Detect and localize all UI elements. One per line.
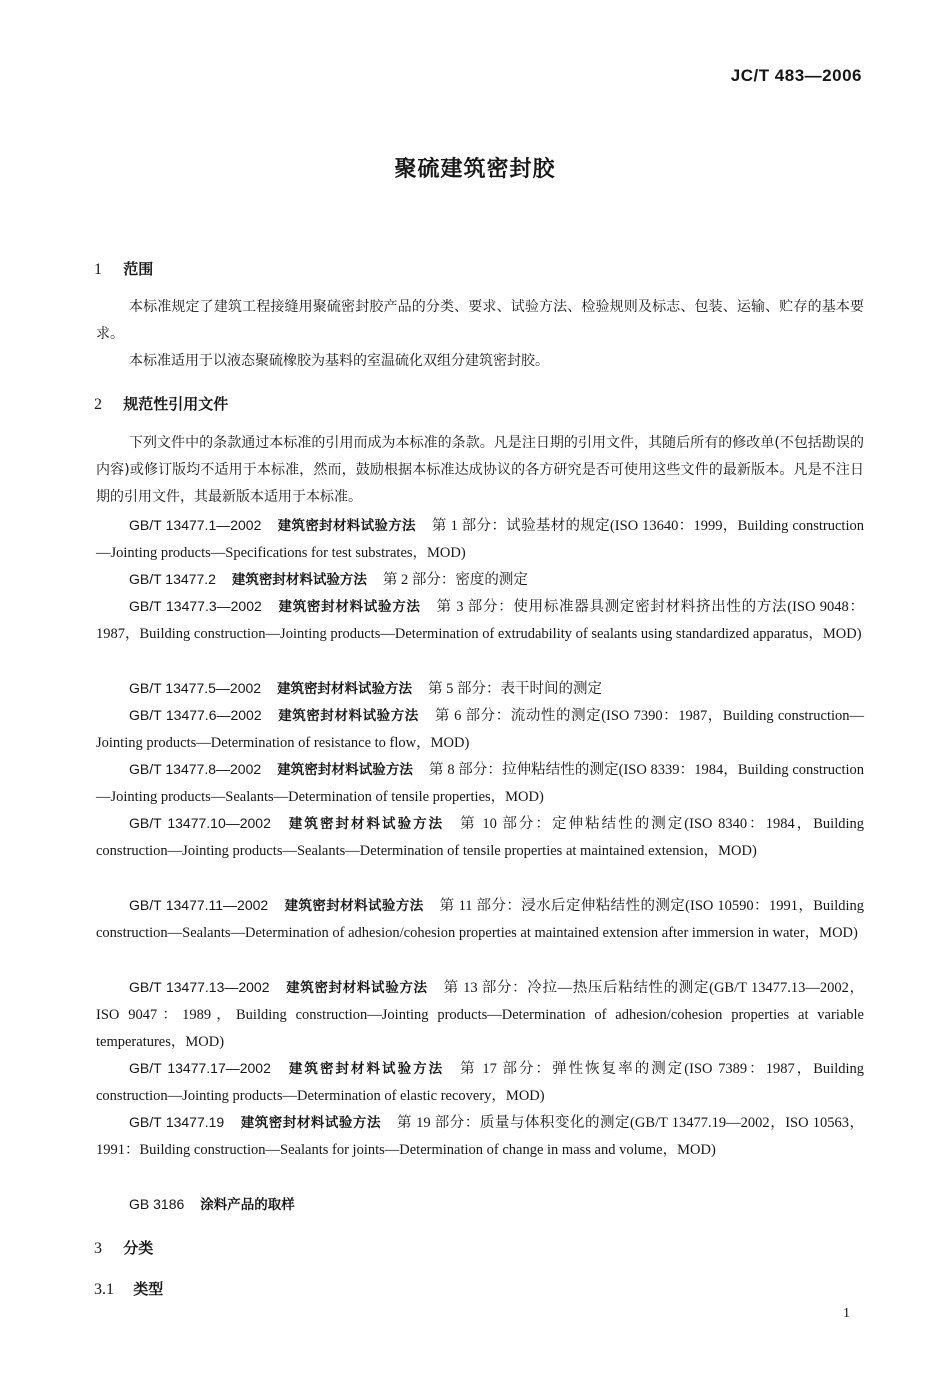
section-number: 1 bbox=[94, 261, 102, 278]
section-title: 类型 bbox=[133, 1280, 164, 1298]
reference-title: 建筑密封材料试验方法 bbox=[277, 708, 419, 724]
section-2-heading bbox=[94, 393, 228, 414]
section-3-heading bbox=[94, 1237, 153, 1258]
scope-paragraph-2: 本标准适用于以液态聚硫橡胶为基料的室温硫化双组分建筑密封胶。 bbox=[129, 353, 549, 369]
section-number: 2 bbox=[94, 396, 102, 413]
reference-title: 建筑密封材料试验方法 bbox=[286, 816, 445, 832]
reference-part: 第 19 部分：质量与体积变化的测定(GB/T 13477.19—2002，ISO 10563，1991：Building construction—Sealants for joints—Determination of change in mass and volume，MOD) bbox=[96, 1115, 864, 1158]
reference-part: 第 11 部分：浸水后定伸粘结性的测定(ISO 10590：1991，Building construction—Sealants—Determination of adhesion/cohesion properties at maintained extension after immersion in water，MOD) bbox=[96, 898, 865, 941]
reference-code: GB/T 13477.2 bbox=[129, 571, 216, 587]
reference-title: 建筑密封材料试验方法 bbox=[277, 518, 416, 534]
reference-title: 涂料产品的取样 bbox=[200, 1197, 295, 1213]
reference-item bbox=[96, 756, 864, 811]
section-title: 分类 bbox=[123, 1239, 154, 1257]
reference-part: 第 10 部分：定伸粘结性的测定(ISO 8340：1984，Building construction—Jointing products—Sealants—Determination of tensile properties at maintained extension，MOD) bbox=[96, 816, 865, 859]
reference-item bbox=[96, 512, 864, 567]
reference-item bbox=[96, 1109, 864, 1164]
reference-item bbox=[96, 593, 864, 648]
reference-part: 第 17 部分：弹性恢复率的测定(ISO 7389：1987，Building construction—Jointing products—Determination of elastic recovery，MOD) bbox=[96, 1061, 865, 1104]
reference-item bbox=[96, 810, 864, 865]
reference-code: GB/T 13477.11—2002 bbox=[129, 897, 269, 913]
standard-number: JC/T 483—2006 bbox=[730, 66, 862, 85]
reference-part: 第 6 部分：流动性的测定(ISO 7390：1987，Building construction—Jointing products—Determination of resistance to flow，MOD) bbox=[96, 708, 864, 751]
reference-item bbox=[96, 1191, 864, 1219]
reference-code: GB/T 13477.5—2002 bbox=[129, 680, 262, 696]
reference-part: 第 2 部分：密度的测定 bbox=[382, 572, 528, 588]
reference-title: 建筑密封材料试验方法 bbox=[286, 1061, 445, 1077]
reference-part: 第 5 部分：表干时间的测定 bbox=[428, 681, 603, 697]
reference-part: 第 8 部分：拉伸粘结性的测定(ISO 8339：1984，Building construction—Jointing products—Sealants—Determination of tensile properties，MOD) bbox=[96, 762, 865, 805]
section-number: 3.1 bbox=[94, 1281, 114, 1298]
reference-item bbox=[96, 1055, 864, 1110]
page-number: 1 bbox=[843, 1306, 850, 1321]
reference-title: 建筑密封材料试验方法 bbox=[277, 599, 421, 615]
reference-code: GB/T 13477.19 bbox=[129, 1114, 225, 1130]
section-1-heading bbox=[94, 258, 153, 279]
reference-title: 建筑密封材料试验方法 bbox=[240, 1115, 381, 1131]
reference-title: 建筑密封材料试验方法 bbox=[277, 762, 414, 778]
reference-title: 建筑密封材料试验方法 bbox=[231, 572, 367, 588]
reference-part: 第 3 部分：使用标准器具测定密封材料挤出性的方法(ISO 9048：1987，Building construction—Jointing products—Determination of extrudability of sealants using standardized apparatus，MOD) bbox=[96, 599, 865, 642]
reference-part: 第 1 部分：试验基材的规定(ISO 13640：1999，Building construction—Jointing products—Specifications for test substrates，MOD) bbox=[96, 518, 864, 561]
reference-title: 建筑密封材料试验方法 bbox=[277, 681, 413, 697]
reference-item bbox=[96, 702, 864, 757]
reference-item bbox=[96, 566, 864, 594]
reference-item bbox=[96, 675, 864, 703]
reference-code: GB/T 13477.17—2002 bbox=[129, 1060, 271, 1076]
reference-code: GB/T 13477.13—2002 bbox=[129, 979, 270, 995]
reference-code: GB 3186 bbox=[129, 1196, 185, 1212]
section-title: 规范性引用文件 bbox=[123, 395, 229, 413]
reference-code: GB/T 13477.3—2002 bbox=[129, 598, 262, 614]
reference-title: 建筑密封材料试验方法 bbox=[285, 980, 428, 996]
reference-title: 建筑密封材料试验方法 bbox=[284, 898, 424, 914]
document-title: 聚硫建筑密封胶 bbox=[394, 157, 556, 182]
references-intro: 下列文件中的条款通过本标准的引用而成为本标准的条款。凡是注日期的引用文件，其随后所有的修改单(不包括勘误的内容)或修订版均不适用于本标准，然而，鼓励根据本标准达成协议的各方研究是否可使用这些文件的最新版本。凡是不注日期的引用文件，其最新版本适用于本标准。 bbox=[96, 435, 864, 505]
section-title: 范围 bbox=[123, 260, 154, 278]
reference-item bbox=[96, 892, 864, 947]
reference-code: GB/T 13477.1—2002 bbox=[129, 517, 262, 533]
scope-paragraph-1: 本标准规定了建筑工程接缝用聚硫密封胶产品的分类、要求、试验方法、检验规则及标志、包装、运输、贮存的基本要求。 bbox=[96, 299, 864, 342]
reference-item bbox=[96, 974, 864, 1056]
section-3-1-heading bbox=[94, 1278, 163, 1299]
reference-code: GB/T 13477.10—2002 bbox=[129, 815, 271, 831]
section-number: 3 bbox=[94, 1240, 102, 1257]
reference-part: 第 13 部分：冷拉—热压后粘结性的测定(GB/T 13477.13—2002，ISO 9047：1989，Building construction—Jointing products—Determination of adhesion/cohesion properties at variable temperatures，MOD) bbox=[96, 980, 865, 1050]
reference-code: GB/T 13477.6—2002 bbox=[129, 707, 262, 723]
reference-code: GB/T 13477.8—2002 bbox=[129, 761, 262, 777]
